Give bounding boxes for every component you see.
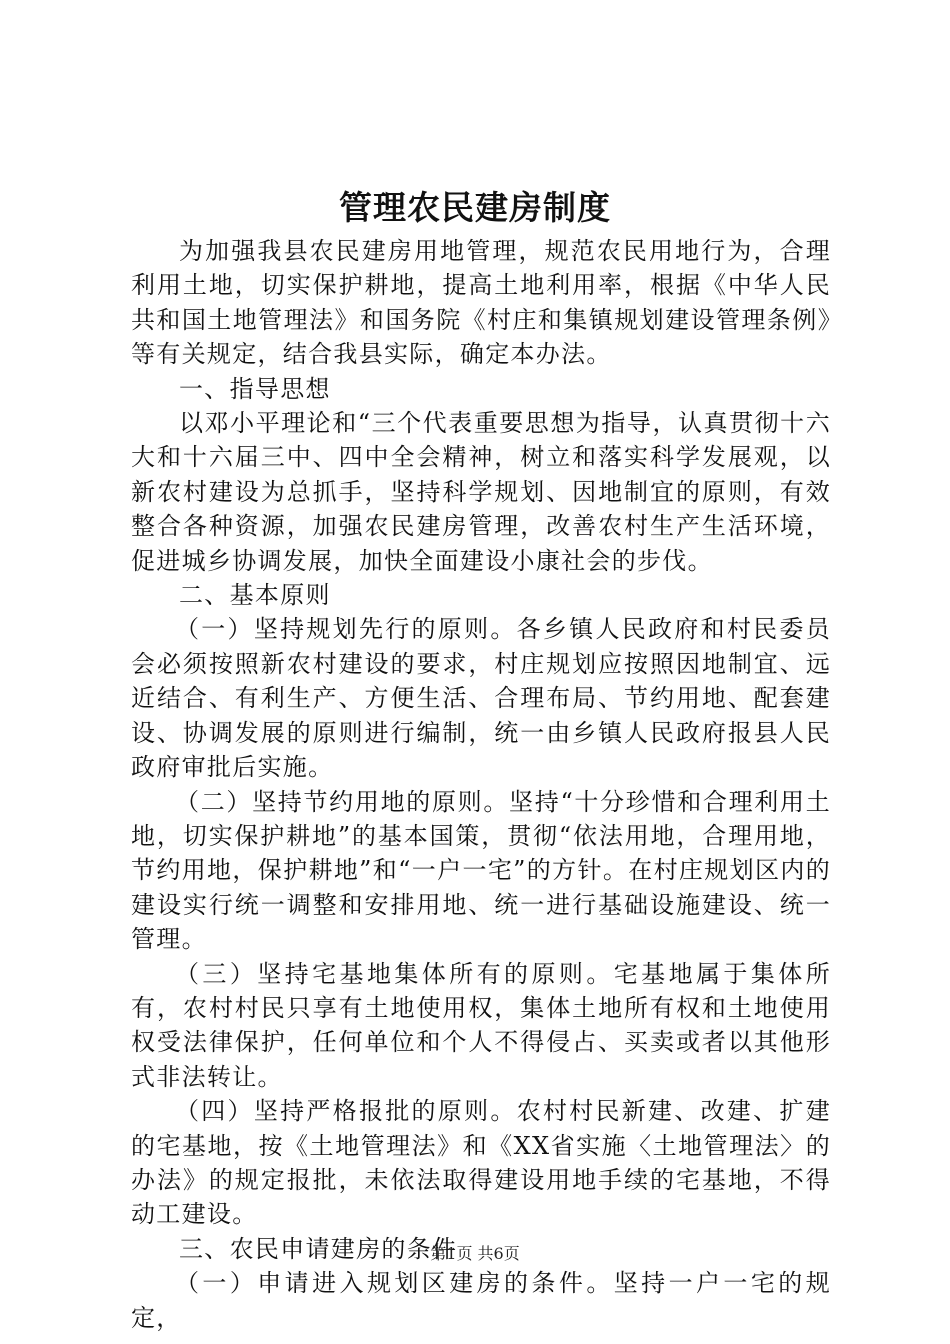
page-footer: 第1页 共6页 xyxy=(430,1244,520,1263)
section-heading-guiding-ideology: 一、指导思想 xyxy=(179,374,331,403)
document-title: 管理农民建房制度 xyxy=(339,188,611,227)
section-heading-conditions: 三、农民申请建房的条件 xyxy=(179,1234,458,1263)
document-body xyxy=(131,234,831,1335)
principle-2-paragraph: （二）坚持节约用地的原则。坚持“十分珍惜和合理利用土地，切实保护耕地”的基本国策，贯彻“依法用地，合理用地，节约用地，保护耕地”和“一户一宅”的方针。在村庄规划区内的建设实行统一调整和安排用地、统一进行基础设施建设、统一管理。 xyxy=(131,787,831,954)
principle-4-paragraph: （四）坚持严格报批的原则。农村村民新建、改建、扩建的宅基地，按《土地管理法》和《XX省实施〈土地管理法〉的办法》的规定报批，未依法取得建设用地手续的宅基地，不得动工建设。 xyxy=(131,1097,831,1229)
condition-1-paragraph: （一）申请进入规划区建房的条件。坚持一户一宅的规定， xyxy=(131,1269,831,1332)
principle-3-paragraph: （三）坚持宅基地集体所有的原则。宅基地属于集体所有，农村村民只享有土地使用权，集体土地所有权和土地使用权受法律保护，任何单位和个人不得侵占、买卖或者以其他形式非法转让。 xyxy=(131,959,831,1091)
section-heading-basic-principles: 二、基本原则 xyxy=(179,581,331,610)
guiding-ideology-paragraph: 以邓小平理论和“三个代表重要思想为指导，认真贯彻十六大和十六届三中、四中全会精神，树立和落实科学发展观，以新农村建设为总抓手，坚持科学规划、因地制宜的原则，有效整合各种资源，加强农民建房管理，改善农村生产生活环境，促进城乡协调发展，加快全面建设小康社会的步伐。 xyxy=(131,409,831,575)
intro-paragraph: 为加强我县农民建房用地管理，规范农民用地行为，合理利用土地，切实保护耕地，提高土地利用率，根据《中华人民共和国土地管理法》和国务院《村庄和集镇规划建设管理条例》等有关规定，结合我县实际，确定本办法。 xyxy=(131,237,831,369)
principle-1-paragraph: （一）坚持规划先行的原则。各乡镇人民政府和村民委员会必须按照新农村建设的要求，村庄规划应按照因地制宜、远近结合、有利生产、方便生活、合理布局、节约用地、配套建设、协调发展的原则进行编制，统一由乡镇人民政府报县人民政府审批后实施。 xyxy=(131,615,831,782)
